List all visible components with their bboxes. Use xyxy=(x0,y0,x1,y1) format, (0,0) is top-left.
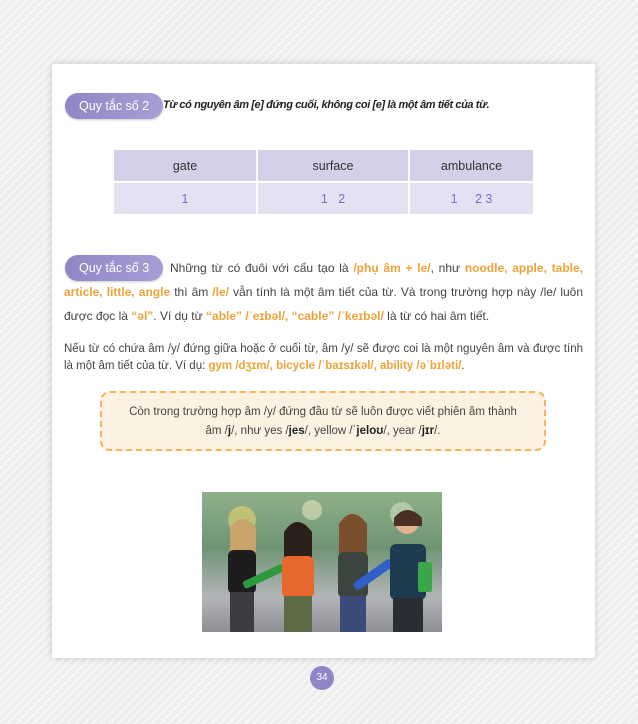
text-run: Nếu từ có chứa âm /y/ đứng giữa hoặc ở cuối từ, âm /y/ sẽ được coi là một nguyên âm và được tính là một âm tiết của từ. Ví dụ: xyxy=(64,343,583,372)
text-run: là từ có hai âm tiết. xyxy=(383,309,490,323)
rule-3-paragraph xyxy=(64,256,583,328)
rule-2-badge: Quy tắc số 2 xyxy=(65,93,163,119)
text-run: thì âm xyxy=(170,285,213,299)
highlight-text: “able” /ˈeɪbəl/, “cable” /ˈkeɪbəl/ xyxy=(206,309,384,323)
text-run: /, yellow /ˈ xyxy=(304,425,357,437)
table-cell: surface xyxy=(258,150,408,181)
bold-text: jeloʊ xyxy=(356,425,384,437)
text-run: , như xyxy=(430,261,465,275)
text-run: Những từ có đuôi với cấu tạo là xyxy=(170,261,354,275)
students-illustration xyxy=(202,492,442,632)
table-row xyxy=(114,181,533,214)
text-run: . Ví dụ từ xyxy=(153,309,207,323)
highlight-text: “əl” xyxy=(131,309,154,323)
page-number: 34 xyxy=(310,666,334,690)
bold-text: j xyxy=(227,425,232,437)
highlight-text: /phụ âm + le/ xyxy=(353,261,431,275)
table-cell: 1 xyxy=(114,181,256,214)
rule-3-badge: Quy tắc số 3 xyxy=(65,255,163,281)
book-page xyxy=(52,64,595,658)
table-cell: ambulance xyxy=(410,150,533,181)
table-cell: 1 2 3 xyxy=(410,181,533,214)
text-run: âm / xyxy=(205,425,228,437)
table-cell: gate xyxy=(114,150,256,181)
text-run: . xyxy=(461,360,465,372)
text-run: /. xyxy=(434,425,441,437)
text-run: /, year / xyxy=(383,425,422,437)
y-vowel-paragraph xyxy=(64,341,583,375)
syllable-table xyxy=(112,150,535,214)
note-box xyxy=(100,391,546,451)
highlight-text: /le/ xyxy=(212,285,229,299)
text-run: /, như yes / xyxy=(231,425,289,437)
rule-2-text: Từ có nguyên âm [e] đứng cuối, không coi [e] là một âm tiết của từ. xyxy=(163,99,490,111)
note-line-1: Còn trong trường hợp âm /y/ đứng đầu từ sẽ luôn được viết phiên âm thành xyxy=(129,406,517,418)
bold-text: jɪr xyxy=(421,425,435,437)
highlight-text: noodle, apple, table, article, little, angle xyxy=(64,261,583,299)
students-photo xyxy=(202,492,442,632)
table-header-row xyxy=(114,150,533,181)
bold-text: jes xyxy=(288,425,305,437)
table-cell: 1 2 xyxy=(258,181,408,214)
highlight-text: gym /dʒɪm/, bicycle /ˈbaɪsɪkəl/, ability /əˈbɪləti/ xyxy=(208,360,462,372)
note-line-2 xyxy=(102,422,544,441)
text-run: vẫn tính là một âm tiết của từ. Và trong trường hợp này /le/ luôn được đọc là xyxy=(64,285,584,323)
